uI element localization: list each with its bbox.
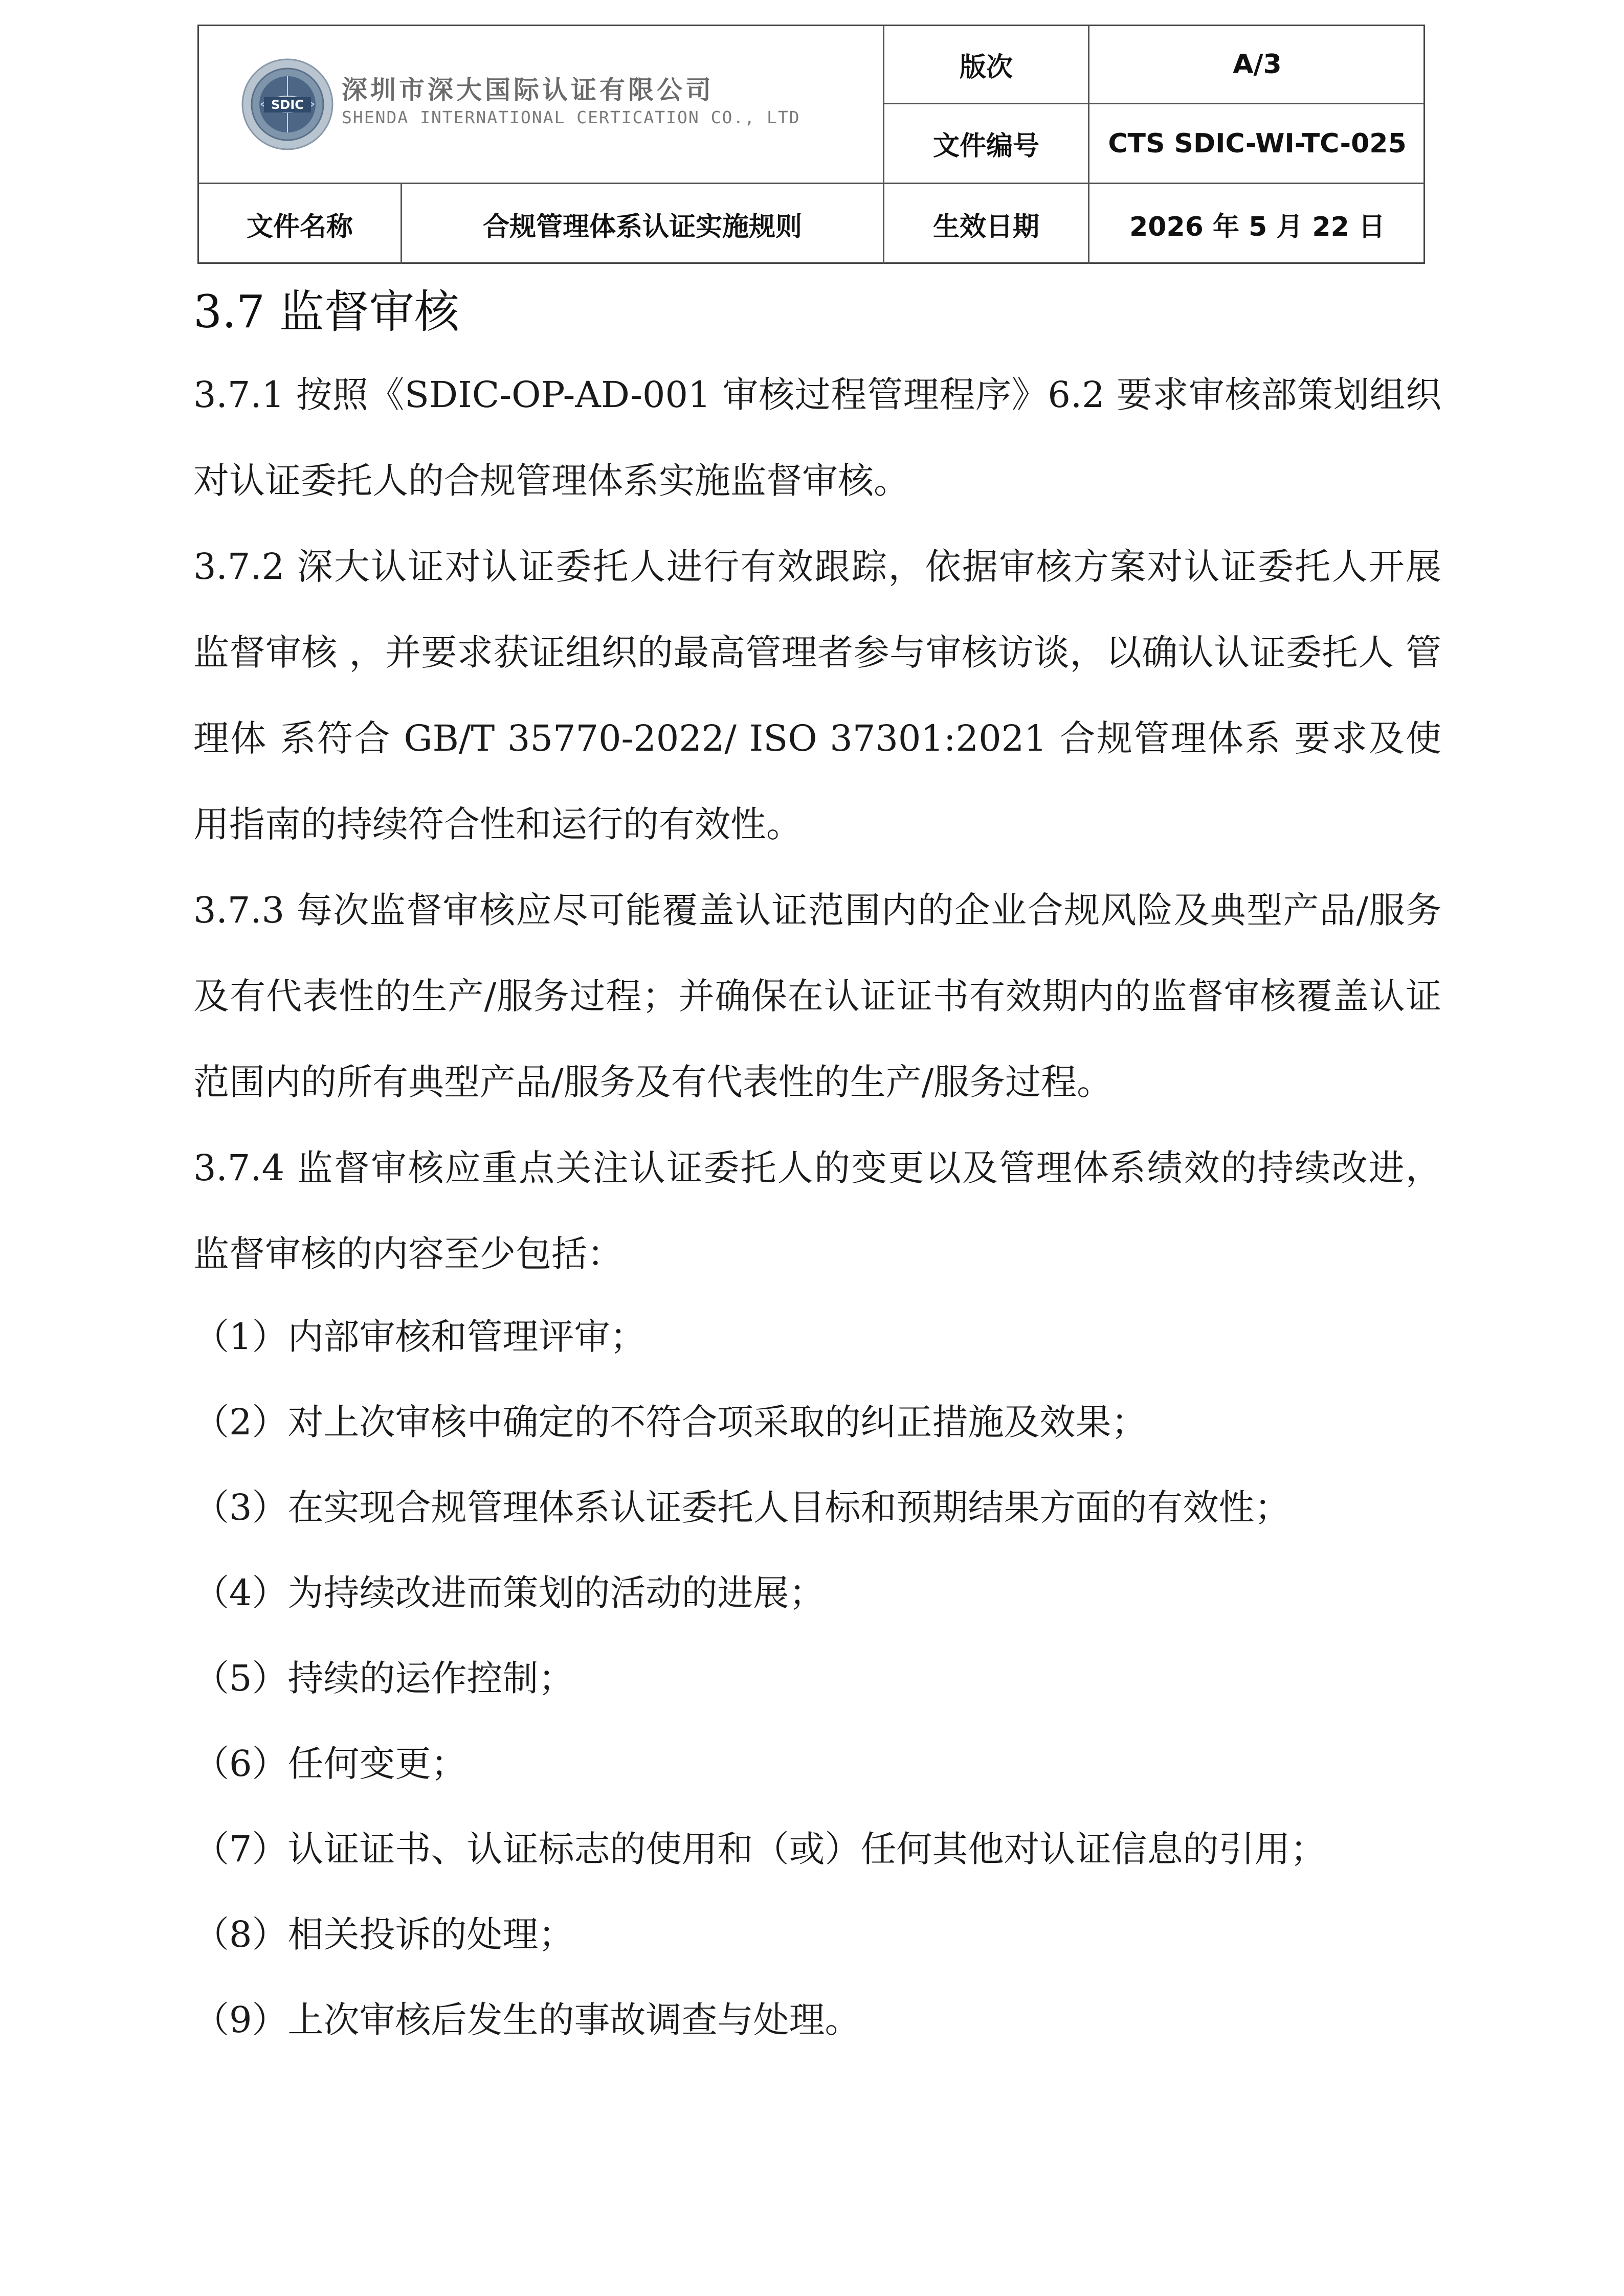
list-item: （4）为持续改进而策划的活动的进展； <box>193 1572 825 1614</box>
list-item: （3）在实现合规管理体系认证委托人目标和预期结果方面的有效性； <box>193 1487 1291 1528</box>
paragraph-3-7-3: 3.7.3 每次监督审核应尽可能覆盖认证范围内的企业合规风险及典型产品/服务及有代表性的生产/服务过程；并确保在认证证书有效期内的监督审核覆盖认证范围内的所有典型产品/服务及有代表性的生产/服务过程。 <box>193 889 1441 1103</box>
doc-no-value: CTS SDIC-WI-TC-025 <box>1108 128 1407 159</box>
company-name-en: SHENDA INTERNATIONAL CERTICATION CO., LTD <box>342 107 800 127</box>
list-item: （5）持续的运作控制； <box>193 1657 574 1699</box>
list-item: （2）对上次审核中确定的不符合项采取的纠正措施及效果； <box>193 1401 1147 1443</box>
doc-no-label: 文件编号 <box>932 131 1039 162</box>
effective-date-label: 生效日期 <box>932 211 1039 242</box>
list-item: （1）内部审核和管理评审； <box>193 1316 646 1358</box>
company-logo-icon <box>240 57 335 152</box>
doc-name-value: 合规管理体系认证实施规则 <box>482 211 802 242</box>
version-value: A/3 <box>1233 49 1282 80</box>
list-item: （6）任何变更； <box>193 1743 467 1785</box>
paragraph-3-7-2: 3.7.2 深大认证对认证委托人进行有效跟踪，依据审核方案对认证委托人开展 监督审核 ，并要求获证组织的最高管理者参与审核访谈，以确认认证委托人 管理体 系符合 GB/T 35770-2022/ ISO 37301:2021 合规管理体系 要求及使用指南的持续符合性和运行的有效性。 <box>193 546 1441 845</box>
section-title: 3.7 监督审核 <box>193 285 459 338</box>
doc-name-label: 文件名称 <box>246 211 353 242</box>
paragraph-3-7-4: 3.7.4 监督审核应重点关注认证委托人的变更以及管理体系绩效的持续改进，监督审核的内容至少包括： <box>193 1147 1441 1275</box>
document-header-table <box>197 25 1425 264</box>
effective-date-value: 2026 年 5 月 22 日 <box>1129 211 1385 242</box>
list-item: （9）上次审核后发生的事故调查与处理。 <box>193 1999 861 2041</box>
company-name-cn: 深圳市深大国际认证有限公司 <box>342 75 714 105</box>
paragraph-3-7-1: 3.7.1 按照《SDIC-OP-AD-001 审核过程管理程序》6.2 要求审核部策划组织对认证委托人的合规管理体系实施监督审核。 <box>193 374 1441 502</box>
list-item: （7）认证证书、认证标志的使用和（或）任何其他对认证信息的引用； <box>193 1828 1326 1870</box>
version-label: 版次 <box>959 52 1013 83</box>
list-item: （8）相关投诉的处理； <box>193 1914 574 1955</box>
logo-text: SDIC <box>271 98 304 112</box>
